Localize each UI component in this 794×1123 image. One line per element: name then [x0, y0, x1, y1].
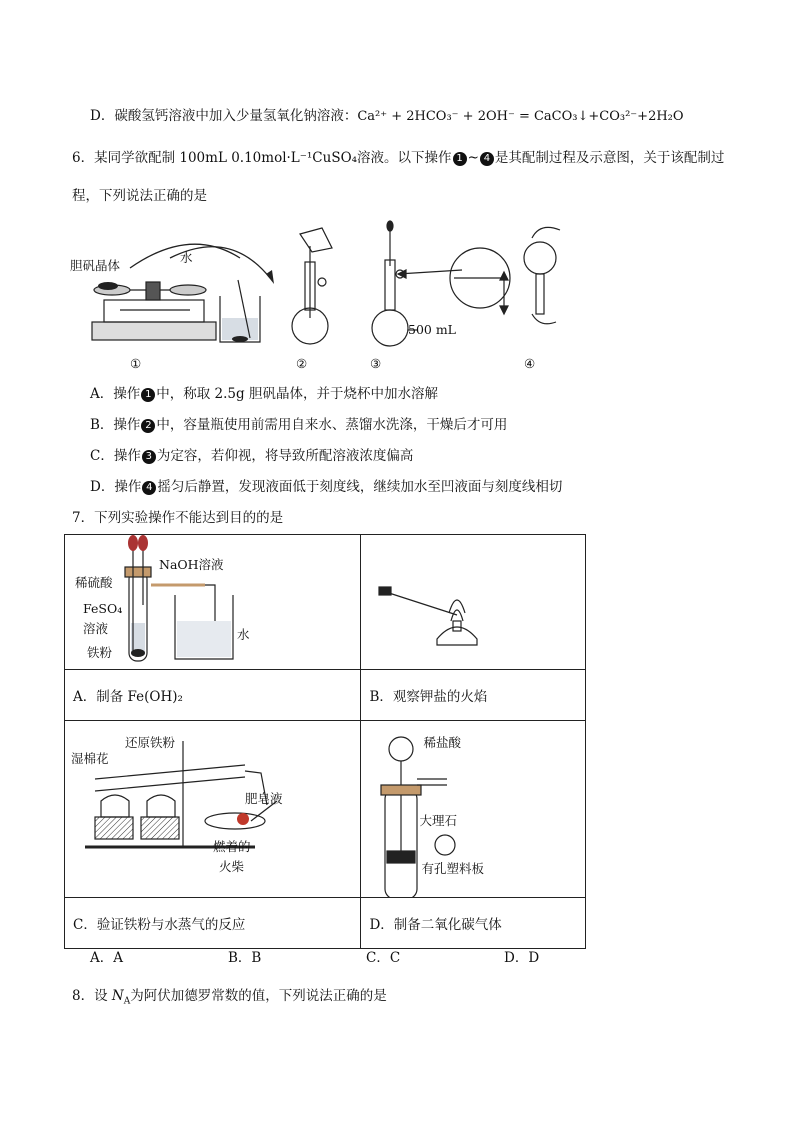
label-soap-solution: 肥皂液: [245, 791, 283, 806]
equation: Ca²⁺ + 2HCO₃⁻ + 2OH⁻ = CaCO₃↓+CO₃²⁻+2H₂O: [357, 109, 684, 124]
q6-figure: [60, 218, 620, 378]
label-feso4: FeSO₄: [83, 601, 123, 616]
cell-a-caption: A．制备 Fe(OH)₂: [65, 670, 361, 721]
q6-stem-line2: 程，下列说法正确的是: [72, 188, 207, 204]
cell-d-caption: D．制备二氧化碳气体: [361, 898, 586, 949]
choice-d: D．D: [504, 950, 540, 966]
label-water: 水: [180, 250, 193, 265]
label-dilute-hcl: 稀盐酸: [423, 735, 461, 750]
label-water: 水: [237, 627, 250, 642]
cell-b-image: [361, 535, 586, 670]
label-wet-cotton: 湿棉花: [71, 751, 109, 766]
flame-test-illustration: [361, 535, 585, 669]
q6-stem-line1: 6．某同学欲配制 100mL 0.10mol·L⁻¹CuSO₄溶液。以下操作 1 ~ 4 是其配制过程及示意图，关于该配制过: [72, 150, 725, 166]
label-volume: 500 mL: [408, 322, 456, 337]
cell-d-image: [361, 721, 586, 898]
figure-number-1: ①: [130, 356, 142, 371]
q7-answer-choices: [90, 948, 604, 968]
label-burning-match-1: 燃着的: [213, 839, 251, 854]
label-crystal: 胆矾晶体: [70, 258, 121, 273]
circled-number-icon: 4: [480, 152, 494, 166]
figure-number-2: ②: [296, 356, 308, 371]
cell-c-image: [65, 721, 361, 898]
iron-steam-apparatus-illustration: [65, 721, 361, 897]
circled-number-icon: 2: [141, 419, 155, 433]
label-burning-match-2: 火柴: [219, 859, 245, 874]
label-naoh: NaOH溶液: [159, 557, 224, 572]
q5-option-d: D．碳酸氢钙溶液中加入少量氢氧化钠溶液：Ca²⁺ + 2HCO₃⁻ + 2OH⁻ = CaCO₃↓+CO₃²⁻+2H₂O: [90, 108, 684, 124]
circled-number-icon: 4: [142, 481, 156, 495]
q6-option-b: B．操作 2 中，容量瓶使用前需用自来水、蒸馏水洗涤，干燥后才可用: [90, 417, 508, 433]
q8-stem: 8．设 $N_A$为阿伏加德罗常数的值，下列说法正确的是: [72, 988, 387, 1007]
choice-a: A．A: [90, 950, 123, 966]
cell-b-caption: B．观察钾盐的火焰: [361, 670, 586, 721]
label-solution: 溶液: [83, 621, 109, 636]
label-perforated-plate: 有孔塑料板: [421, 861, 484, 876]
circled-number-icon: 1: [141, 388, 155, 402]
cell-c-caption: C．验证铁粉与水蒸气的反应: [65, 898, 361, 949]
choice-b: B．B: [228, 950, 262, 966]
q6-option-c: C．操作 3 为定容，若仰视，将导致所配溶液浓度偏高: [90, 448, 414, 464]
figure-number-3: ③: [370, 356, 382, 371]
q6-option-a: A．操作 1 中，称取 2.5g 胆矾晶体，并于烧杯中加水溶解: [90, 386, 438, 402]
label-marble: 大理石: [419, 813, 457, 828]
label-dilute-h2so4: 稀硫酸: [75, 575, 113, 590]
figure-number-4: ④: [524, 356, 536, 371]
circled-number-icon: 1: [453, 152, 467, 166]
label-reduced-iron: 还原铁粉: [125, 735, 176, 750]
q7-stem: 7．下列实验操作不能达到目的的是: [72, 510, 284, 526]
choice-c: C．C: [366, 950, 401, 966]
lab-apparatus-illustration: [60, 218, 620, 378]
q6-option-d: D．操作 4 摇匀后静置，发现液面低于刻度线，继续加水至凹液面与刻度线相切: [90, 479, 563, 495]
q7-options-table: [64, 534, 586, 949]
label-iron-powder: 铁粉: [87, 645, 113, 660]
circled-number-icon: 3: [142, 450, 156, 464]
cell-a-image: [65, 535, 361, 670]
